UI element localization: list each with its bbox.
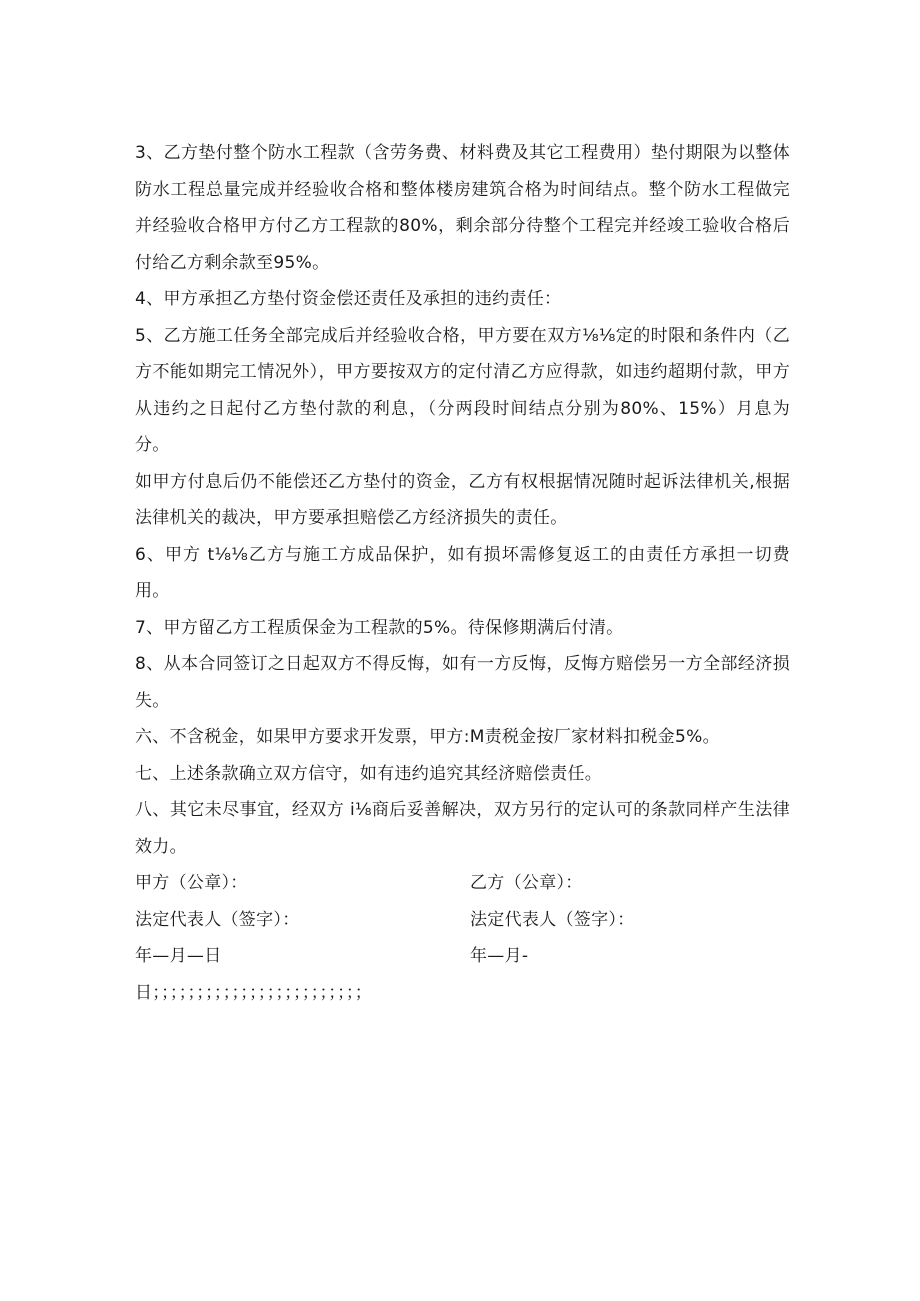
party-b-seal-label: 乙方（公章）： xyxy=(470,873,583,893)
trailing-date-line: 日；；；；；；；；；；；；；；；；；；；；；；；； xyxy=(135,982,372,1003)
contract-body xyxy=(135,135,790,1011)
seal-row xyxy=(135,865,790,902)
clause-7: 7、甲方留乙方工程质保金为工程款的5%。待保修期满后付清。 xyxy=(135,617,624,638)
clause-5: 5、乙方施工任务全部完成后并经验收合格，甲方要在双方⅛⅛定的时限和条件内（乙方不能如期完工情况外），甲方要按双方的定付清乙方应得款，如违约超期付款，甲方从违约之日起付乙方垫付款的利息，（分两段时间结点分别为80%、15%）月息为分。 xyxy=(135,325,790,455)
section-8: 八、其它未尽事宜，经双方 i⅛商后妥善解决，双方另行的定认可的条款同样产生法律效力。 xyxy=(135,800,790,857)
section-7: 七、上述条款确立双方信守，如有违约追究其经济赔偿责任。 xyxy=(135,763,603,784)
section-6: 六、不含税金，如果甲方要求开发票，甲方:M责税金按厂家材料扣税金5%。 xyxy=(135,727,720,747)
party-b-representative-label: 法定代表人（签字）： xyxy=(470,909,635,930)
clause-4: 4、甲方承担乙方垫付资金偿还责任及承担的违约责任： xyxy=(135,289,562,309)
clause-3: 3、乙方垫付整个防水工程款（含劳务费、材料费及其它工程费用）垫付期限为以整体防水工程总量完成并经验收合格和整体楼房建筑合格为时间结点。整个防水工程做完并经验收合格甲方付乙方工程款的80%，剩余部分待整个工程完并经竣工验收合格后付给乙方剩余款至95%。 xyxy=(135,143,790,273)
clause-6: 6、甲方 t⅛⅛乙方与施工方成品保护，如有损坏需修复返工的由责任方承担一切费用。 xyxy=(135,544,790,601)
party-a-representative-label: 法定代表人（签字）： xyxy=(135,909,300,930)
party-a-date-label: 年—月—日 xyxy=(135,946,222,966)
clause-5-continuation: 如甲方付息后仍不能偿还乙方垫付的资金，乙方有权根据情况随时起诉法律机关,根据法律机关的裁决，甲方要承担赔偿乙方经济损失的责任。 xyxy=(135,471,790,528)
clause-8: 8、从本合同签订之日起双方不得反悔，如有一方反悔，反悔方赔偿另一方全部经济损失。 xyxy=(135,654,790,711)
date-row xyxy=(135,938,790,975)
representative-row xyxy=(135,902,790,939)
party-a-seal-label: 甲方（公章）： xyxy=(135,873,248,893)
party-b-date-label: 年—月- xyxy=(470,946,529,966)
